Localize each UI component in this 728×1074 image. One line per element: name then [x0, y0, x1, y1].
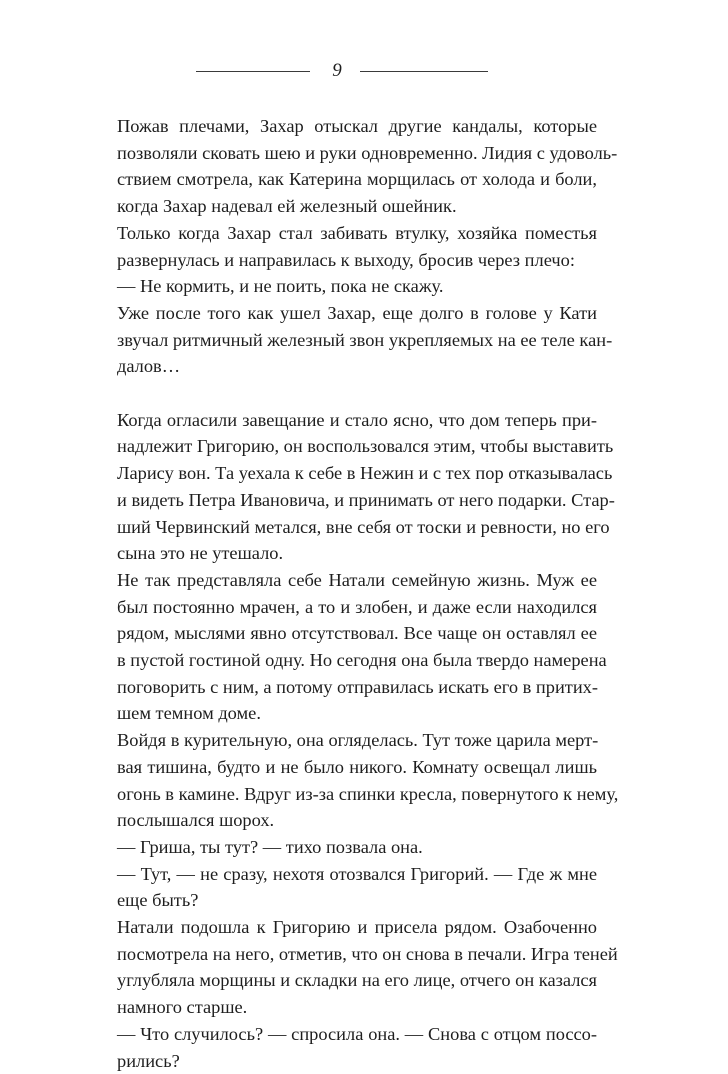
- text-line: углубляла морщины и складки на его лице, отчего он казался: [117, 970, 597, 991]
- text-line: — Что случилось? — спросила она. — Снова с отцом поссо-: [117, 1023, 597, 1044]
- text-line: далов…: [117, 356, 181, 377]
- text-line: — Гриша, ты тут? — тихо позвала она.: [117, 836, 423, 857]
- text-line: Пожав плечами, Захар отыскал другие кандалы, которые: [117, 116, 597, 136]
- text-line: Не так представляла себе Натали семейную жизнь. Муж ее: [117, 569, 597, 590]
- text-line: рились?: [117, 1050, 180, 1071]
- text-line: — Тут, — не сразу, нехотя отозвался Григорий. — Где ж мне: [117, 863, 597, 884]
- text-line: огонь в камине. Вдруг из-за спинки кресла, повернутого к нему,: [117, 783, 619, 804]
- text-line: намного старше.: [117, 997, 248, 1018]
- text-line: Уже после того как ушел Захар, еще долго в голове у Кати: [117, 302, 597, 323]
- text-line: и видеть Петра Ивановича, и принимать от него подарки. Стар-: [117, 489, 615, 510]
- paragraph: [117, 727, 619, 834]
- paragraph: [117, 273, 597, 300]
- text-line: сына это не утешало.: [117, 543, 284, 564]
- section-break: [117, 380, 597, 407]
- paragraph: [117, 1021, 597, 1074]
- text-line: Только когда Захар стал забивать втулку, хозяйка поместья: [117, 222, 597, 243]
- text-line: рядом, мыслями явно отсутствовал. Все чаще он оставлял ее: [117, 623, 597, 644]
- page-header: [0, 60, 728, 84]
- paragraph: [117, 567, 607, 727]
- text-line: когда Захар надевал ей железный ошейник.: [117, 196, 457, 217]
- text-line: позволяли сковать шею и руки одновременно. Лидия с удоволь-: [117, 142, 618, 163]
- paragraph: [117, 407, 615, 567]
- paragraph: [117, 113, 618, 220]
- text-line: — Не кормить, и не поить, пока не скажу.: [117, 276, 444, 297]
- text-line: Натали подошла к Григорию и присела рядом. Озабоченно: [117, 917, 597, 938]
- text-line: Войдя в курительную, она огляделась. Тут тоже царила мерт-: [117, 730, 599, 751]
- paragraph: [117, 834, 597, 861]
- paragraph: [117, 300, 613, 380]
- page-number: 9: [332, 60, 342, 81]
- text-line: надлежит Григорию, он воспользовался этим, чтобы выставить: [117, 436, 614, 457]
- text-line: вая тишина, будто и не было никого. Комнату освещал лишь: [117, 756, 597, 777]
- text-line: развернулась и направилась к выходу, бросив через плечо:: [117, 249, 575, 270]
- header-rule-left: [196, 71, 310, 72]
- text-line: послышался шорох.: [117, 810, 275, 831]
- text-line: Когда огласили завещание и стало ясно, что дом теперь при-: [117, 409, 597, 430]
- text-line: посмотрела на него, отметив, что он снова в печали. Игра теней: [117, 943, 618, 964]
- text-line: шем темном доме.: [117, 703, 261, 724]
- body-text: [117, 113, 619, 1074]
- text-line: был постоянно мрачен, а то и злобен, и даже если находился: [117, 596, 597, 617]
- paragraph: [117, 914, 618, 1021]
- paragraph: [117, 861, 597, 914]
- text-line: поговорить с ним, а потому отправилась искать его в притих-: [117, 676, 599, 697]
- text-line: ший Червинский метался, вне себя от тоски и ревности, но его: [117, 516, 610, 537]
- paragraph: [117, 220, 597, 273]
- text-line: звучал ритмичный железный звон укрепляемых на ее теле кан-: [117, 329, 613, 350]
- header-rule-right: [360, 71, 488, 72]
- text-line: ствием смотрела, как Катерина морщилась от холода и боли,: [117, 169, 597, 190]
- text-line: Ларису вон. Та уехала к себе в Нежин и с тех пор отказывалась: [117, 463, 613, 484]
- text-line: в пустой гостиной одну. Но сегодня она была твердо намерена: [117, 650, 607, 671]
- text-line: еще быть?: [117, 890, 199, 911]
